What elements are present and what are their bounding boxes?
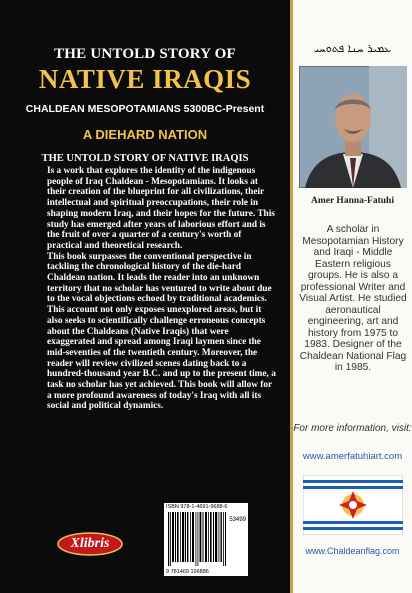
publisher-logo bbox=[57, 532, 123, 556]
tagline: A DIEHARD NATION bbox=[82, 127, 208, 142]
blurb-text bbox=[47, 166, 277, 412]
publisher-name: Xlibris bbox=[70, 536, 110, 551]
title-line-1: THE UNTOLD STORY OF bbox=[54, 46, 236, 62]
blurb-paragraph: This account not only exposes unexplored areas, but it also seeks to scientifically challenge erroneous concepts about the Chaldeans (Native Iraqis) that were exaggerated and spread among Iraqi laymen since the mid-seventies of the twentieth century. Moreover, the reader will review civilized scenes dating back to a hundred-thousand year B.C. and up to the present time, a task no scholar has yet achieved. This book will allow for a more profound awareness of today's Iraq with all its social and political dynamics. bbox=[47, 305, 276, 412]
author-photo bbox=[299, 66, 407, 188]
author-name-aramaic: ܥܡܝܪ ܚܢܐ ܦܬܘܚܝ bbox=[313, 42, 392, 55]
isbn-number: ISBN 978-1-4691-9688-6 bbox=[166, 504, 228, 510]
author-name: Amer Hanna-Fatuhi bbox=[311, 196, 394, 206]
blurb-heading: THE UNTOLD STORY OF NATIVE IRAQIS bbox=[41, 153, 249, 164]
author-bio: A scholar in Mesopotamian History and Iraqi - Middle Eastern religious groups. He is also a professional Writer and Visual Artist. He studied aeronautical engineering, art and history from 1975 to 1983. Designer of the Chaldean National Flag in 1985. bbox=[299, 224, 407, 373]
title-line-2: NATIVE IRAQIS bbox=[38, 64, 252, 94]
barcode-digits: 9 781469 196886 bbox=[166, 569, 209, 575]
price-code: 53499 bbox=[229, 517, 246, 523]
author-website-link[interactable]: www.amerfatuhiart.com bbox=[302, 451, 403, 462]
blurb-paragraph: This book surpasses the conventional perspective in tackling the chronological history of the die-hard Chaldean nation. It leads the reader into an unknown territory that no scholar has ventured to write about due to the vocal objections echoed by traditional academics. bbox=[47, 251, 272, 305]
chaldean-flag-icon bbox=[303, 475, 403, 535]
isbn-barcode bbox=[164, 503, 248, 576]
barcode-icon bbox=[168, 512, 226, 566]
subtitle: CHALDEAN MESOPOTAMIANS 5300BC-Present bbox=[25, 103, 265, 115]
flag-website-link[interactable]: www.Chaldeanflag.com bbox=[305, 546, 400, 556]
more-info-label: For more information, visit: bbox=[293, 423, 412, 434]
blurb-paragraph: Is a work that explores the identity of the indigenous people of Iraq Chaldean - Mesopotamians. It looks at their creation of the blueprint for all civilizations, their intellectual and spiritual preoccupations, their role in shaping modern Iraq, and their hopes for the future. This study has emerged after years of laborious effort and is the fruit of over a quarter of a century's worth of practical and theoretical research. bbox=[47, 166, 275, 251]
